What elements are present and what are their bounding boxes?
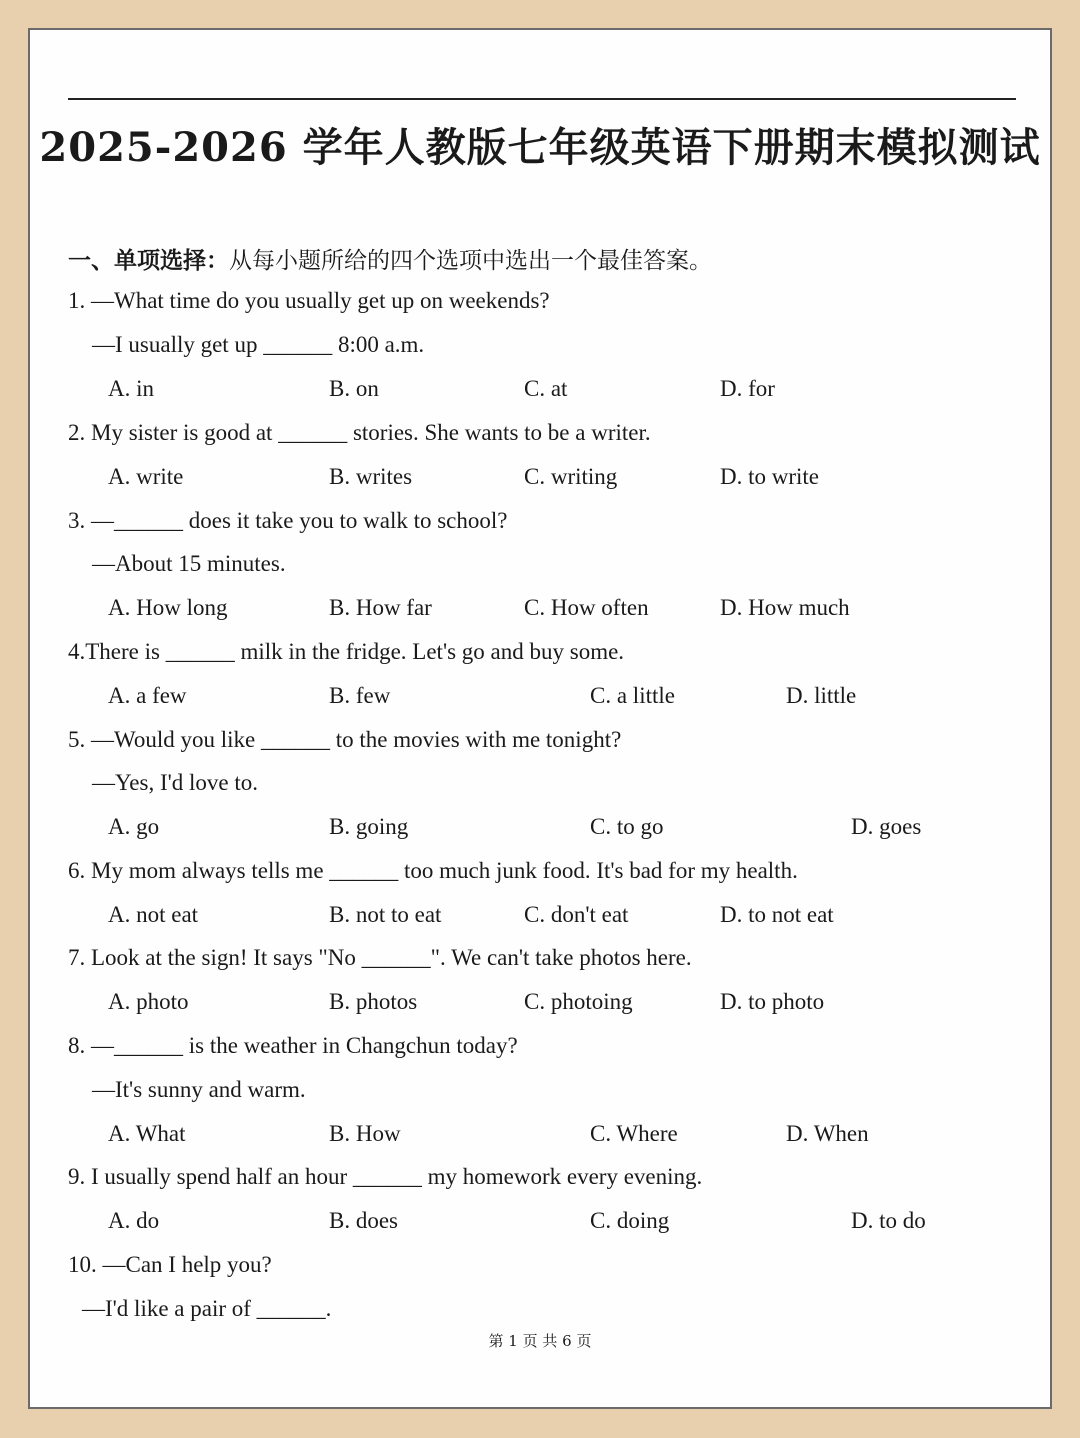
section-instruction: 从每小题所给的四个选项中选出一个最佳答案。: [229, 248, 712, 274]
question-8-option-d: D. When: [786, 1121, 869, 1146]
question-7-option-a: A. photo: [108, 989, 189, 1014]
question-1-option-a: A. in: [108, 376, 154, 401]
question-5-option-c: C. to go: [590, 814, 664, 839]
question-3-reply: —About 15 minutes.: [92, 551, 286, 576]
question-2-option-c: C. writing: [524, 464, 618, 489]
question-9-option-c: C. doing: [590, 1208, 670, 1233]
question-8-option-b: B. How: [329, 1121, 401, 1146]
question-4-option-d: D. little: [786, 683, 857, 708]
question-1-option-b: B. on: [329, 376, 379, 401]
question-6-stem: 6. My mom always tells me ______ too much junk food. It's bad for my health.: [68, 858, 798, 883]
question-5-option-b: B. going: [329, 814, 409, 839]
question-2-option-d: D. to write: [720, 464, 820, 489]
exam-page: [28, 28, 1052, 1409]
question-3-stem: 3. —______ does it take you to walk to school?: [68, 508, 508, 533]
section-label: 一、单项选择：: [68, 247, 229, 274]
question-7-stem: 7. Look at the sign! It says "No ______". We can't take photos here.: [68, 945, 692, 970]
question-4-stem: 4.There is ______ milk in the fridge. Let's go and buy some.: [68, 639, 625, 664]
question-4-option-b: B. few: [329, 683, 391, 708]
question-9-option-a: A. do: [108, 1208, 160, 1233]
question-5-reply: —Yes, I'd love to.: [92, 770, 259, 795]
question-1-reply: —I usually get up ______ 8:00 a.m.: [92, 332, 425, 357]
question-5-option-a: A. go: [108, 814, 160, 839]
question-2-option-a: A. write: [108, 464, 184, 489]
question-2-option-b: B. writes: [329, 464, 413, 489]
question-7-option-d: D. to photo: [720, 989, 825, 1014]
section-heading: [68, 242, 712, 275]
question-1-stem: 1. —What time do you usually get up on weekends?: [68, 288, 550, 313]
question-7-option-c: C. photoing: [524, 989, 633, 1014]
question-3-option-b: B. How far: [329, 595, 432, 620]
page-footer: 第 1 页 共 6 页: [488, 1332, 592, 1350]
question-2-stem: 2. My sister is good at ______ stories. She wants to be a writer.: [68, 420, 651, 445]
question-4-option-c: C. a little: [590, 683, 675, 708]
question-10-stem: 10. —Can I help you?: [68, 1252, 272, 1277]
question-7-option-b: B. photos: [329, 989, 418, 1014]
question-1-option-d: D. for: [720, 376, 775, 401]
question-9-option-d: D. to do: [851, 1208, 926, 1233]
exam-title: 2025-2026 学年人教版七年级英语下册期末模拟测试: [39, 124, 1041, 171]
question-5-stem: 5. —Would you like ______ to the movies with me tonight?: [68, 727, 622, 752]
question-8-option-a: A. What: [108, 1121, 186, 1146]
question-5-option-d: D. goes: [851, 814, 922, 839]
question-6-option-a: A. not eat: [108, 902, 199, 927]
question-3-option-d: D. How much: [720, 595, 850, 620]
question-8-reply: —It's sunny and warm.: [92, 1077, 306, 1102]
question-6-option-b: B. not to eat: [329, 902, 442, 927]
question-8-option-c: C. Where: [590, 1121, 678, 1146]
top-divider: [68, 98, 1016, 100]
question-10-reply: —I'd like a pair of ______.: [82, 1296, 332, 1321]
question-9-option-b: B. does: [329, 1208, 398, 1233]
question-6-option-c: C. don't eat: [524, 902, 629, 927]
question-1-option-c: C. at: [524, 376, 568, 401]
question-6-option-d: D. to not eat: [720, 902, 834, 927]
question-4-option-a: A. a few: [108, 683, 187, 708]
question-8-stem: 8. —______ is the weather in Changchun today?: [68, 1033, 518, 1058]
question-9-stem: 9. I usually spend half an hour ______ my homework every evening.: [68, 1164, 703, 1189]
question-3-option-a: A. How long: [108, 595, 228, 620]
question-3-option-c: C. How often: [524, 595, 649, 620]
